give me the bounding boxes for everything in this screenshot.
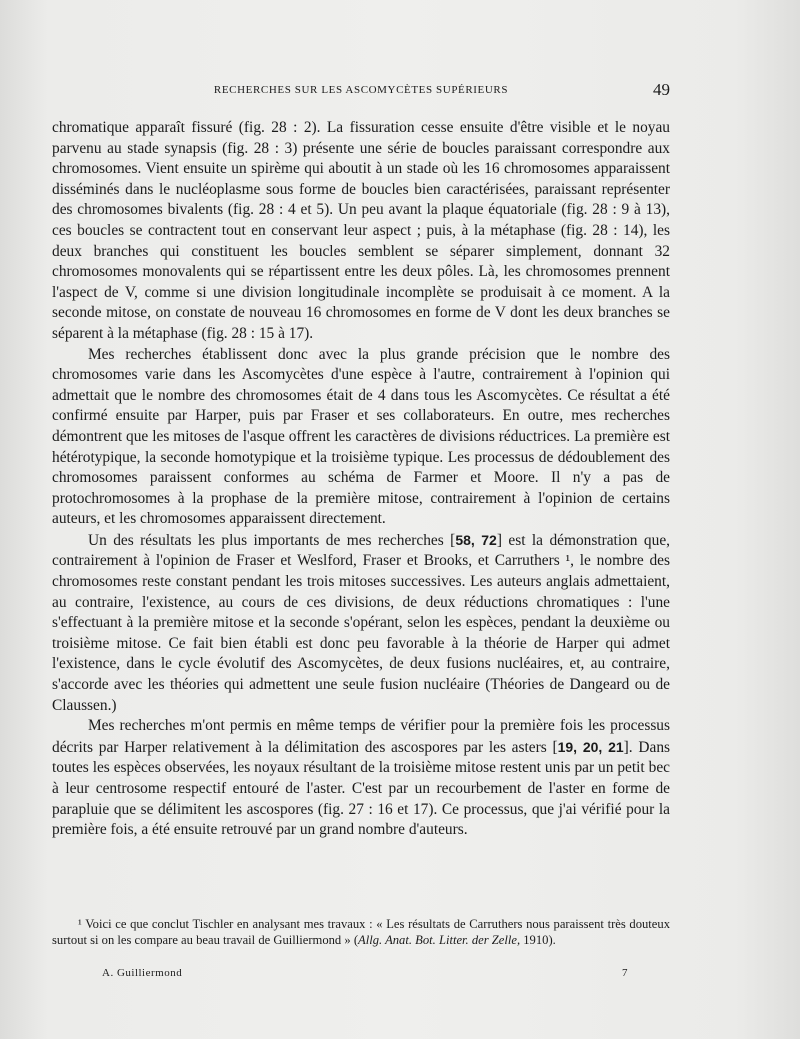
body-text [52,118,670,841]
sheet-number: 7 [622,967,628,979]
paragraph-2: Mes recherches établissent donc avec la plus grande précision que le nombre des chromosomes varie dans les Ascomycètes d'une espèce à l'autre, contrairement à l'opinion qui admettait que le nombre des chromosomes était de 4 dans tous les Ascomycètes. Ce résultat a été confirmé ensuite par Harper, puis par Fraser et ses collaborateurs. En outre, mes recherches démontrent que les mitoses de l'asque offrent les caractères de divisions réductrices. La première est hétérotypique, la seconde homotypique et la troisième typique. Les processus de dédoublement des chromosomes paraissent conformes au schéma de Farmer et Moore. Il n'y a pas de protochromosomes à la prophase de la première mitose, contrairement à l'opinion de certains auteurs, et les chromosomes apparaissent directement. [52,345,670,528]
footnote [52,917,670,949]
running-title: RECHERCHES SUR LES ASCOMYCÈTES SUPÉRIEURS [213,84,509,96]
footnote-citation: Allg. Anat. Bot. Litter. der Zelle, [358,932,521,947]
footnote-text [52,917,670,949]
paragraph-4 [52,716,670,841]
paragraph-3-text-b: ] est la démonstration que, contrairement à l'opinion de Fraser et Weslford, Fraser et Brooks, et Carruthers ¹, le nombre des chromosomes reste constant pendant les trois mitoses successives. Les auteurs anglais admettaient, au contraire, l'existence, au cours de ces divisions, de deux réductions chromatiques : l'une s'effectuant à la première mitose et la seconde s'opérant, selon les espèces, pendant la deuxième ou troisième mitose. Ce fait bien établi est donc peu favorable à la théorie de Harper qui admet l'existence, dans le cycle évolutif des Ascomycètes, de deux fusions nucléaires, et, au contraire, s'accorde avec les théories qui admettent une seule fusion nucléaire (Théories de Dangeard ou de Claussen.) [52,531,671,714]
running-head [52,80,670,100]
paragraph-4-text-b: ]. Dans toutes les espèces observées, les noyaux résultant de la troisième mitose restent unis par un petit bec à leur centrosome respectif entouré de l'aster. C'est par un recourbement de l'aster en forme de parapluie que se délimitent les ascospores (fig. 27 : 16 et 17). Ce processus, que j'ai vérifié pour la première fois, a été ensuite retrouvé par un grand nombre d'auteurs. [52,738,670,839]
signature-line [52,967,670,985]
footnote-year: 1910). [520,932,556,947]
author-signature: A. Guilliermond [102,967,183,979]
reference-numbers: 58, 72 [455,531,497,548]
page-number: 49 [653,80,670,99]
paragraph-4-text-a: Mes recherches m'ont permis en même temps de vérifier pour la première fois les processus décrits par Harper relativement à la délimitation des ascospores par les asters [ [52,717,670,756]
footnote-body: ¹ Voici ce que conclut Tischler en analysant mes travaux : « Les résultats de Carruthers nous paraissent très douteux surtout si on les compare au beau travail de Guilliermond » ( [52,917,670,947]
paragraph-3 [52,530,670,716]
reference-numbers: 19, 20, 21 [557,738,624,755]
paragraph-3-text-a: Un des résultats les plus importants de mes recherches [ [88,531,456,549]
paragraph-1: chromatique apparaît fissuré (fig. 28 : 2). La fissuration cesse ensuite d'être visible et le noyau parvenu au stade synapsis (fig. 28 : 3) présente une série de boucles paraissant correspondre aux chromosomes. Vient ensuite un spirème qui aboutit à un stade où les 16 chromosomes apparaissent disséminés dans le nucléoplasme sous forme de boucles bien caractérisées, paraissant représenter des chromosomes bivalents (fig. 28 : 4 et 5). Un peu avant la plaque équatoriale (fig. 28 : 9 à 13), ces boucles se contractent tout en conservant leur aspect ; puis, à la métaphase (fig. 28 : 14), les deux branches qui constituent les boucles semblent se séparer simplement, donnant 32 chromosomes monovalents qui se répartissent entre les deux pôles. Là, les chromosomes prennent l'aspect de V, comme si une division longitudinale incomplète se produisait à ce moment. A la seconde mitose, on constate de nouveau 16 chromosomes en forme de V dont les deux branches se séparent à la métaphase (fig. 28 : 15 à 17). [52,119,670,342]
